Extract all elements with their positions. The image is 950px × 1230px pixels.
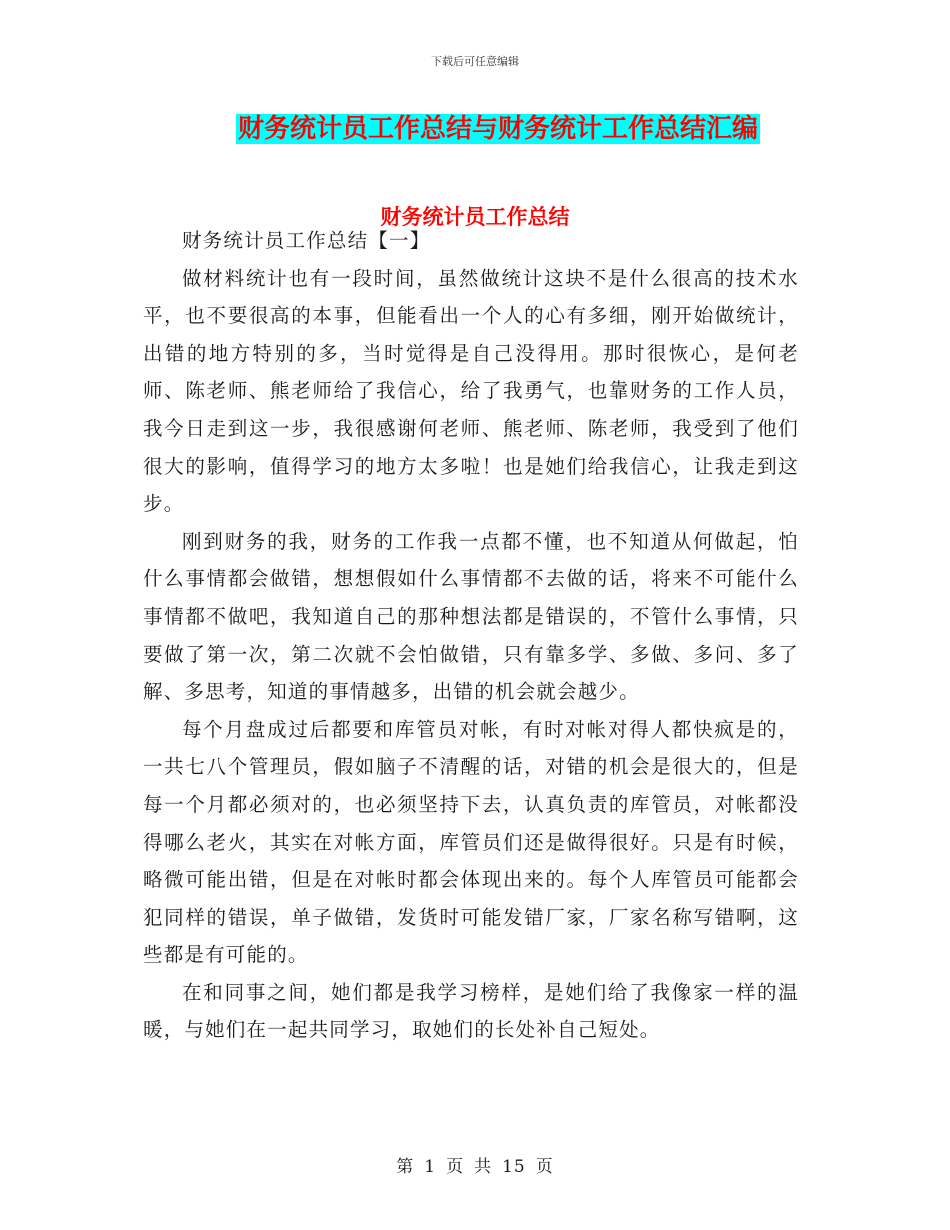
footer-total-unit: 页 <box>535 1157 554 1177</box>
document-title <box>0 112 950 149</box>
document-body <box>143 222 799 1049</box>
footer-page-label: 第 <box>396 1157 415 1177</box>
subheading: 财务统计员工作总结【一】 <box>182 229 431 252</box>
paragraph: 刚到财务的我，财务的工作我一点都不懂，也不知道从何做起，怕什么事情都会做错，想想假如什么事情都不去做的话，将来不可能什么事情都不做吧，我知道自己的那种想法都是错误的，不管什么事情，只要做了第一次，第二次就不会怕做错，只有靠多学、多做、多问、多了解、多思考，知道的事情越多，出错的机会就会越少。 <box>143 529 799 704</box>
paragraph: 在和同事之间，她们都是我学习榜样，是她们给了我像家一样的温暖，与她们在一起共同学习，取她们的长处补自己短处。 <box>143 980 799 1042</box>
footer-page-unit: 页 <box>446 1157 465 1177</box>
paragraph: 做材料统计也有一段时间，虽然做统计这块不是什么很高的技术水平，也不要很高的本事，但能看出一个人的心有多细，刚开始做统计，出错的地方特别的多，当时觉得是自己没得用。那时很恢心，是何老师、陈老师、熊老师给了我信心，给了我勇气，也靠财务的工作人员，我今日走到这一步，我很感谢何老师、熊老师、陈老师，我受到了他们很大的影响，值得学习的地方太多啦！也是她们给我信心，让我走到这步。 <box>143 266 799 516</box>
header-note: 下载后可任意编辑 <box>431 55 519 68</box>
footer-total-label: 共 <box>474 1157 493 1177</box>
footer-page-number: 1 <box>424 1157 437 1177</box>
footer-total-pages: 15 <box>502 1157 526 1177</box>
document-title-text: 财务统计员工作总结与财务统计工作总结汇编 <box>237 114 758 144</box>
page-footer <box>0 1152 950 1177</box>
section-title: 财务统计员工作总结 <box>380 205 570 229</box>
paragraph: 每个月盘成过后都要和库管员对帐，有时对帐对得人都快疯是的，一共七八个管理员，假如脑子不清醒的话，对错的机会是很大的，但是每一个月都必须对的，也必须坚持下去，认真负责的库管员，对帐都没得哪么老火，其实在对帐方面，库管员们还是做得很好。只是有时候，略微可能出错，但是在对帐时都会体现出来的。每个人库管员可能都会犯同样的错误，单子做错，发货时可能发错厂家，厂家名称写错啊，这些都是有可能的。 <box>143 717 799 967</box>
